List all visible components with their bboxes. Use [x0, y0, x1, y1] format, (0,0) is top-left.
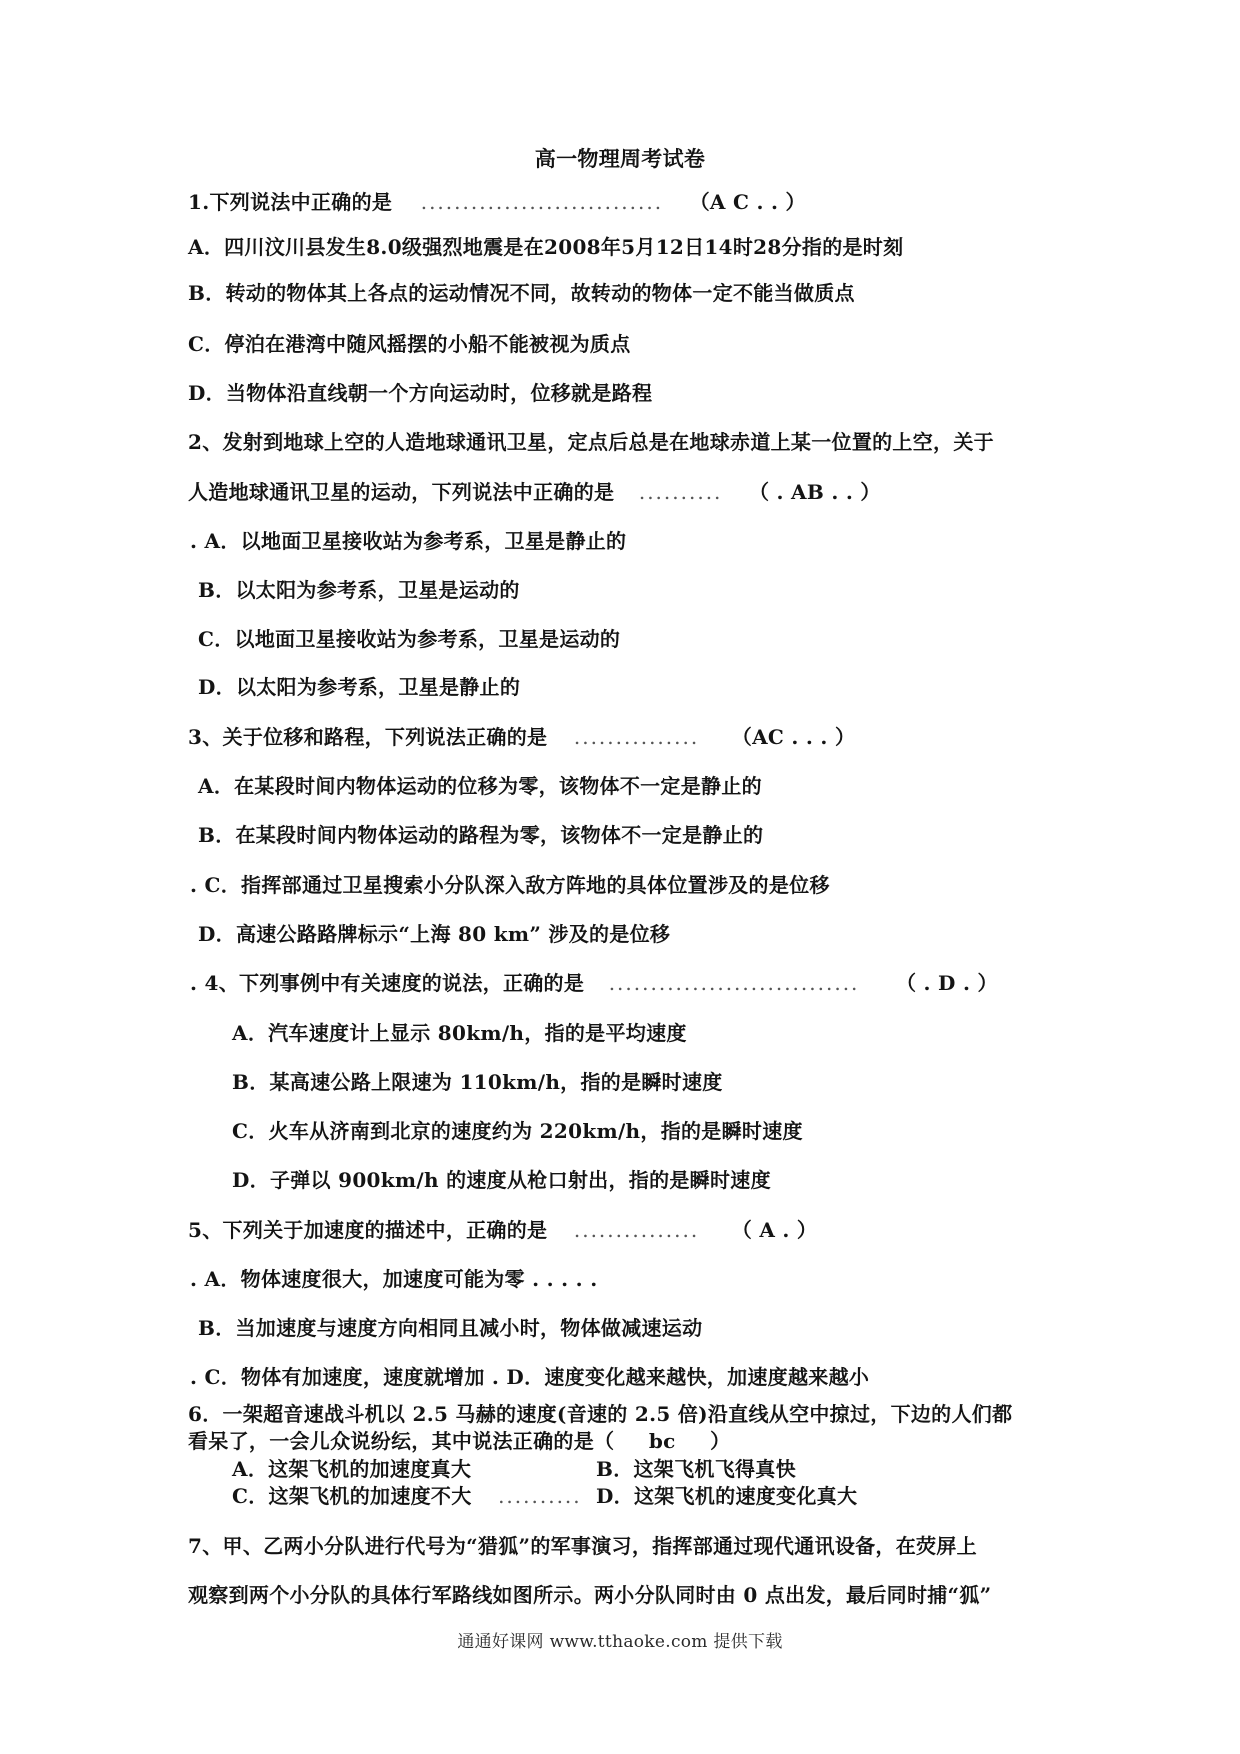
question-5-stem: [188, 1216, 817, 1244]
question-2-stem-line-1: 2、发射到地球上空的人造地球通讯卫星，定点后总是在地球赤道上某一位置的上空，关于: [188, 430, 994, 454]
question-2-option-c: C．以地面卫星接收站为参考系，卫星是运动的: [198, 627, 621, 651]
question-6-stem-line-2: [188, 1427, 730, 1455]
question-1-stem: [188, 188, 806, 216]
question-6-close-paren: ）: [710, 1429, 731, 1453]
question-stem-text: 人造地球通讯卫星的运动，下列说法中正确的是: [188, 480, 615, 504]
question-2-option-b: B．以太阳为参考系，卫星是运动的: [198, 578, 520, 602]
question-4-option-b: B．某高速公路上限速为 110km/h，指的是瞬时速度: [232, 1070, 723, 1094]
question-6-option-d: D．这架飞机的速度变化真大: [596, 1484, 858, 1508]
question-stem-text: 1.下列说法中正确的是: [188, 190, 393, 214]
question-3-stem: [188, 723, 855, 751]
question-stem-text: 5、下列关于加速度的描述中，正确的是: [188, 1218, 548, 1242]
question-2-option-a: . A．以地面卫星接收站为参考系，卫星是静止的: [190, 529, 627, 553]
answer-leader-dots: ...............: [573, 725, 700, 749]
question-6-answer: bc: [648, 1429, 676, 1453]
question-3-option-c: . C．指挥部通过卫星搜索小分队深入敌方阵地的具体位置涉及的是位移: [190, 873, 830, 897]
question-3-option-b: B．在某段时间内物体运动的路程为零，该物体不一定是静止的: [198, 823, 764, 847]
question-1-option-a: A．四川汶川县发生8.0级强烈地震是在2008年5月12日14时28分指的是时刻: [188, 235, 904, 259]
page-title: 高一物理周考试卷: [534, 146, 706, 171]
question-2-option-d: D．以太阳为参考系，卫星是静止的: [198, 675, 521, 699]
question-3-option-d: D．高速公路路牌标示“上海 80 km” 涉及的是位移: [198, 922, 671, 946]
question-6-option-c-text: C．这架飞机的加速度不大: [232, 1484, 472, 1508]
question-3-answer: （AC . . . ）: [731, 725, 856, 749]
question-1-answer: （A C . . ）: [689, 190, 806, 214]
question-1-option-c: C．停泊在港湾中随风摇摆的小船不能被视为质点: [188, 332, 631, 356]
question-6-option-c: [232, 1482, 582, 1510]
question-1-option-d: D．当物体沿直线朝一个方向运动时，位移就是路程: [188, 381, 653, 405]
question-4-stem: [190, 969, 998, 997]
question-7-stem-line-1: 7、甲、乙两小分队进行代号为“猎狐”的军事演习，指挥部通过现代通讯设备，在荧屏上: [188, 1534, 977, 1558]
question-4-option-d: D．子弹以 900km/h 的速度从枪口射出，指的是瞬时速度: [232, 1168, 771, 1192]
answer-leader-dots: .............................: [420, 190, 664, 214]
answer-leader-dots: ..........: [498, 1484, 582, 1508]
question-6-option-b: B．这架飞机飞得真快: [596, 1457, 796, 1481]
question-5-answer: （ A . ）: [731, 1218, 818, 1242]
page-footer: 通通好课网 www.tthaoke.com 提供下载: [457, 1632, 783, 1652]
question-5-option-b: B．当加速度与速度方向相同且减小时，物体做减速运动: [198, 1316, 703, 1340]
question-5-option-a: . A．物体速度很大，加速度可能为零 . . . . .: [190, 1267, 598, 1291]
question-2-stem-line-2: [188, 478, 881, 506]
question-3-option-a: A．在某段时间内物体运动的位移为零，该物体不一定是静止的: [198, 774, 762, 798]
question-6-stem-line-1: 6．一架超音速战斗机以 2.5 马赫的速度(音速的 2.5 倍)沿直线从空中掠过，下边的人们都: [188, 1402, 1013, 1426]
question-4-answer: （ . D . ）: [895, 971, 998, 995]
question-1-option-b: B．转动的物体其上各点的运动情况不同，故转动的物体一定不能当做质点: [188, 281, 855, 305]
question-6-option-a: A．这架飞机的加速度真大: [232, 1457, 472, 1481]
question-2-answer: （ . AB . . ）: [748, 480, 881, 504]
question-5-option-c-d: . C．物体有加速度，速度就增加 . D．速度变化越来越快，加速度越来越小: [190, 1365, 870, 1389]
answer-leader-dots: ..........: [638, 480, 723, 504]
question-stem-text: 看呆了，一会儿众说纷纭，其中说法正确的是（: [188, 1429, 615, 1453]
question-stem-text: 3、关于位移和路程，下列说法正确的是: [188, 725, 548, 749]
answer-leader-dots: ...............: [573, 1218, 700, 1242]
question-4-option-c: C．火车从济南到北京的速度约为 220km/h，指的是瞬时速度: [232, 1119, 803, 1143]
question-7-stem-line-2: 观察到两个小分队的具体行军路线如图所示。两小分队同时由 0 点出发，最后同时捕“狐”: [188, 1583, 992, 1607]
answer-leader-dots: ..............................: [608, 971, 860, 995]
question-stem-text: . 4、下列事例中有关速度的说法，正确的是: [190, 971, 585, 995]
question-4-option-a: A．汽车速度计上显示 80km/h，指的是平均速度: [232, 1021, 687, 1045]
